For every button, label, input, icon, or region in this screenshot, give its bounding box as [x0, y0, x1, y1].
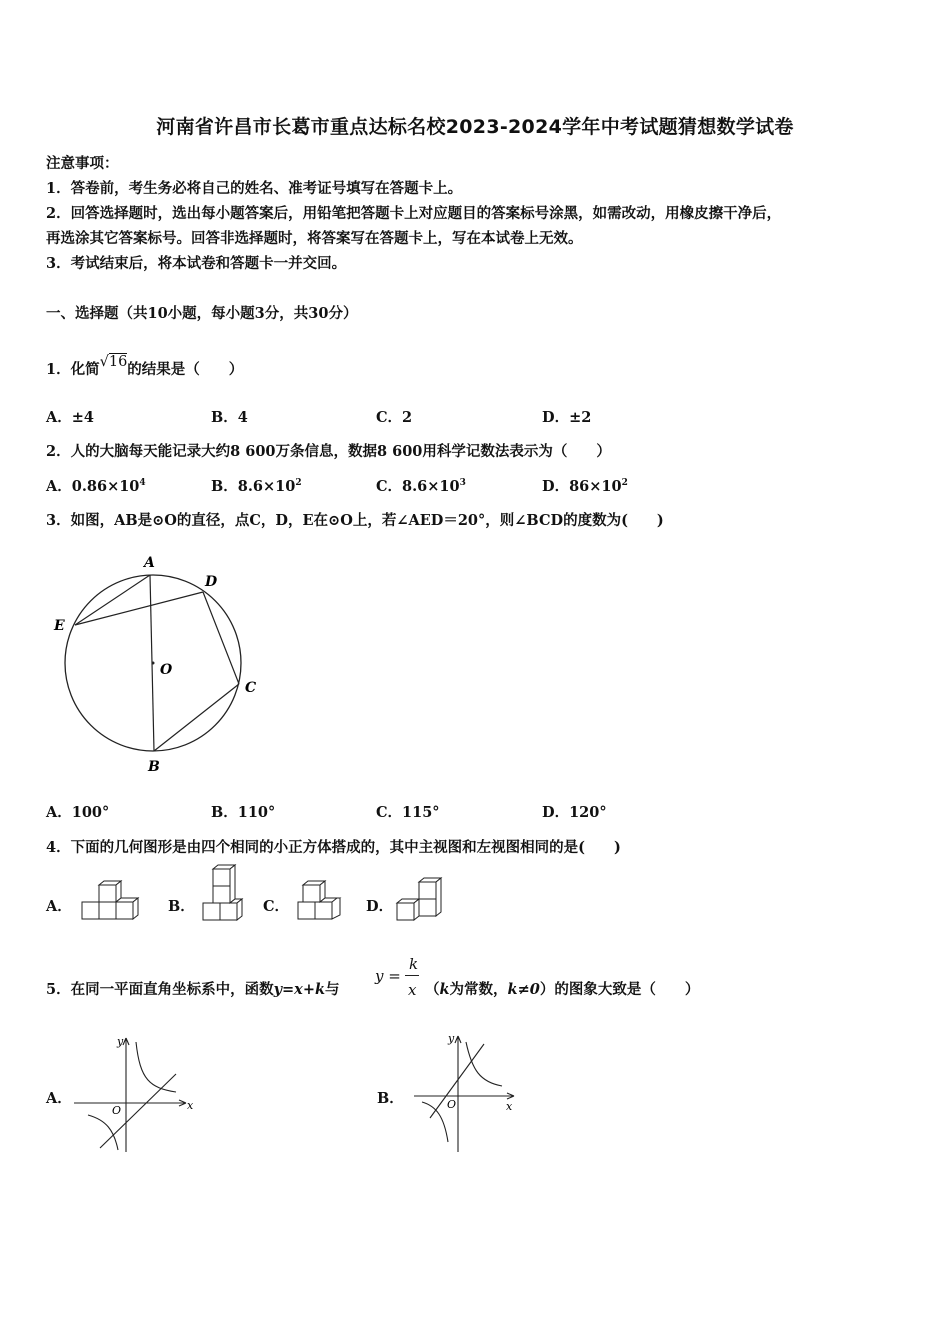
graph-a-origin-label: O	[112, 1104, 122, 1117]
q1-option-d[interactable]: D．±2	[542, 409, 592, 426]
q5-frac-bar	[405, 975, 419, 976]
question-4: 4．下面的几何图形是由四个相同的小正方体搭成的，其中主视图和左视图相同的是( )	[46, 839, 621, 856]
q1-suffix: 的结果是（ ）	[127, 361, 244, 378]
q1-option-a[interactable]: A．±4	[46, 409, 94, 426]
q2-b-base: B．8.6×10	[211, 478, 296, 495]
q4-figure-b	[200, 864, 248, 924]
q5-graph-a	[70, 1030, 200, 1160]
q4-figure-c	[295, 878, 345, 924]
q5-prefix: 5．在同一平面直角坐标系中，函数	[46, 981, 274, 998]
label-c: C	[245, 680, 257, 696]
q2-b-exp: 2	[295, 478, 302, 489]
q5-suffix-end: ）的图象大致是（ ）	[539, 981, 700, 998]
q5-func1: y=x+k	[273, 981, 326, 998]
q5-option-a[interactable]: A．	[46, 1090, 72, 1107]
graph-b-line	[430, 1044, 484, 1118]
q3-option-c[interactable]: C．115°	[376, 804, 440, 821]
label-b: B	[148, 759, 160, 775]
q1-radical: √16	[99, 354, 128, 370]
q5-suffix-mid: 为常数，	[449, 981, 508, 998]
graph-a-x-label: x	[187, 1099, 194, 1112]
section-heading: 一、选择题（共10小题，每小题3分，共30分）	[46, 305, 358, 322]
q5-option-b[interactable]: B．	[377, 1090, 404, 1107]
chord-dc	[203, 592, 239, 684]
graph-b-y-label: y	[448, 1032, 455, 1045]
q5-mid: 与	[325, 981, 340, 998]
q5-graph-b	[410, 1030, 530, 1160]
q2-option-d[interactable]	[542, 475, 628, 496]
q5-frac-num: k	[409, 955, 419, 973]
q2-d-exp: 2	[621, 478, 628, 489]
q3-circle-figure	[48, 550, 278, 780]
question-2: 2．人的大脑每天能记录大约8 600万条信息，数据8 600用科学记数法表示为（ ）	[46, 443, 611, 460]
page-title: 河南省许昌市长葛市重点达标名校2023-2024学年中考试题猜想数学试卷	[156, 116, 794, 138]
notice-item-1: 1．答卷前，考生务必将自己的姓名、准考证号填写在答题卡上。	[46, 180, 463, 197]
q3-option-d[interactable]: D．120°	[542, 804, 607, 821]
q4-option-a[interactable]: A．	[46, 898, 72, 915]
notice-item-2-cont: 再选涂其它答案标号。回答非选择题时，将答案写在答题卡上，写在本试卷上无效。	[46, 230, 583, 247]
q1-option-c[interactable]: C．2	[376, 409, 413, 426]
graph-a-hyperbola-q1	[136, 1042, 176, 1092]
graph-b-origin-label: O	[447, 1098, 457, 1111]
q5-suffix	[425, 978, 699, 999]
graph-b-hyperbola-q1	[466, 1042, 502, 1086]
center-point	[152, 662, 155, 665]
q2-c-base: C．8.6×10	[376, 478, 460, 495]
question-1	[46, 354, 244, 379]
notice-item-3: 3．考试结束后，将本试卷和答题卡一并交回。	[46, 255, 347, 272]
q4-option-b[interactable]: B．	[168, 898, 195, 915]
q2-a-base: A．0.86×10	[46, 478, 140, 495]
q2-a-exp: 4	[139, 478, 146, 489]
graph-b-hyperbola-q3	[422, 1102, 448, 1142]
q1-option-b[interactable]: B．4	[211, 409, 248, 426]
question-5	[46, 978, 340, 999]
q5-suffix-open: （	[425, 981, 440, 998]
q5-k2: k≠0	[507, 981, 540, 998]
q5-frac-lhs: y =	[375, 967, 401, 985]
chord-ae	[75, 575, 150, 625]
q3-option-a[interactable]: A．100°	[46, 804, 110, 821]
label-a: A	[144, 555, 155, 571]
graph-a-y-label: y	[117, 1035, 124, 1048]
notice-item-2: 2．回答选择题时，选出每小题答案后，用铅笔把答题卡上对应题目的答案标号涂黑，如需改动，用橡皮擦干净后，	[46, 205, 782, 222]
graph-b-x-label: x	[506, 1100, 513, 1113]
question-3: 3．如图，AB是⊙O的直径，点C，D，E在⊙O上，若∠AED＝20°，则∠BCD的度数为( )	[46, 512, 664, 529]
q2-option-c[interactable]	[376, 475, 466, 496]
q2-d-base: D．86×10	[542, 478, 622, 495]
label-d: D	[205, 574, 218, 590]
notice-heading: 注意事项：	[46, 155, 119, 172]
q5-k1: k	[439, 981, 450, 998]
chord-cb	[154, 684, 239, 751]
q2-option-a[interactable]	[46, 475, 146, 496]
label-o: O	[160, 662, 173, 678]
q1-prefix: 1．化简	[46, 361, 100, 378]
q4-option-c[interactable]: C．	[263, 898, 290, 915]
label-e: E	[54, 618, 65, 634]
q4-figure-a	[80, 880, 142, 924]
q2-option-b[interactable]	[211, 475, 302, 496]
q3-option-b[interactable]: B．110°	[211, 804, 276, 821]
q5-frac-den: x	[408, 981, 417, 999]
q1-radicand: 16	[108, 354, 128, 370]
q4-figure-d	[394, 873, 446, 923]
q2-c-exp: 3	[459, 478, 466, 489]
q4-option-d[interactable]: D．	[366, 898, 394, 915]
